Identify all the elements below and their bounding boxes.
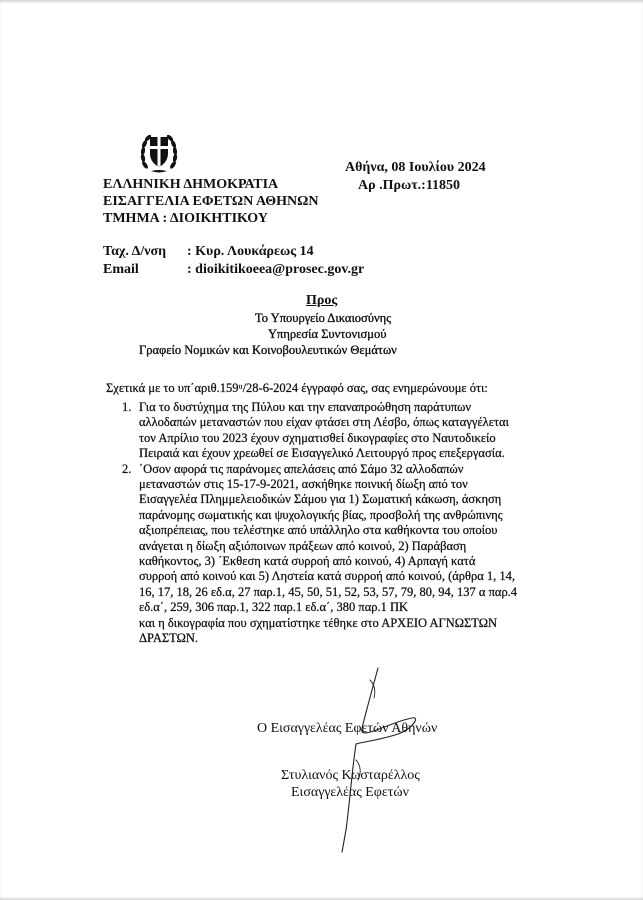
item-line: αξιοπρέπειας, που τελέστηκε από υπάλληλο στα καθήκοντα του οποίου xyxy=(139,523,498,538)
list-item xyxy=(122,462,517,647)
issuer-office: ΕΙΣΑΓΓΕΛΙΑ ΕΦΕΤΩΝ ΑΘΗΝΩΝ xyxy=(103,194,319,209)
item-text xyxy=(139,462,517,647)
recipient-line: Το Υπουργείο Δικαιοσύνης xyxy=(255,311,392,325)
signatory-name: Στυλιανός Κωσταρέλλος xyxy=(281,768,420,783)
recipient-heading: Προς xyxy=(306,293,338,308)
item-line: συρροή από κοινού και 5) Ληστεία κατά συρροή από κοινού, (άρθρα 1, 14, xyxy=(139,569,516,584)
item-line: καθήκοντος, 3) ΄Εκθεση κατά συρροή από κοινού, 4) Αρπαγή κατά xyxy=(139,554,476,569)
item-number: 2. xyxy=(122,461,132,476)
issuer-country: ΕΛΛΗΝΙΚΗ ΔΗΜΟΚΡΑΤΙΑ xyxy=(103,177,279,192)
item-line: Για το δυστύχημα της Πύλου και την επαναπροώθηση παράτυπων xyxy=(139,400,472,414)
item-number: 1. xyxy=(122,400,132,414)
item-line: 16, 17, 18, 26 εδ.α, 27 παρ.1, 45, 50, 51, 52, 53, 57, 79, 80, 94, 137 α παρ.4 xyxy=(139,584,518,599)
item-line: εδ.α΄, 259, 306 παρ.1, 322 παρ.1 εδ.α΄, 380 παρ.1 ΠΚ xyxy=(139,600,409,615)
email-label: Email xyxy=(103,262,139,277)
handwritten-signature xyxy=(330,660,430,860)
item-text xyxy=(139,400,509,462)
intro-sentence: Σχετικά με το υπ΄αριθ.159ᵘ/28-6-2024 έγγραφό σας, σας ενημερώνουμε ότι: xyxy=(106,381,488,395)
coat-of-arms-icon xyxy=(139,131,179,175)
item-line: αλλοδαπών μεταναστών που είχαν φτάσει στη Λέσβο, όπως καταγγέλεται xyxy=(139,415,509,430)
list-item xyxy=(122,400,517,462)
item-line: ανάγεται η δίωξη αξιόποινων πράξεων από κοινού, 2) Παράβαση xyxy=(139,538,467,553)
address-label: Ταχ. Δ/νση xyxy=(103,244,167,259)
item-line: και η δικογραφία που σχηματίστηκε τέθηκε στο ΑΡΧΕΙΟ ΑΓΝΩΣΤΩΝ xyxy=(139,615,498,630)
signatory-title: Ο Εισαγγελέας Εφετών Αθηνών xyxy=(257,721,438,736)
numbered-list xyxy=(122,400,517,647)
item-line: Πειραιά και έχουν χρεωθεί σε Εισαγγελικό Λειτουργό προς επεξεργασία. xyxy=(139,446,505,461)
item-line: ΔΡΑΣΤΩΝ. xyxy=(139,631,199,646)
email-value: : dioikitikoeea@prosec.gov.gr xyxy=(187,262,365,277)
item-line: μεταναστών στις 15-17-9-2021, ασκήθηκε ποινική δίωξη από τον xyxy=(139,477,468,492)
signatory-role: Εισαγγελέας Εφετών xyxy=(291,785,409,800)
letter-date: Αθήνα, 08 Ιουλίου 2024 xyxy=(345,160,486,175)
item-line: τον Απρίλιο του 2023 έχουν σχηματισθεί δικογραφίες στο Ναυτοδικείο xyxy=(139,430,496,445)
protocol-number: Αρ .Πρωτ.:11850 xyxy=(358,178,461,193)
item-line: Εισαγγελέα Πλημμελειοδικών Σάμου για 1) Σωματική κάκωση, άσκηση xyxy=(139,492,502,507)
issuer-block xyxy=(103,176,318,227)
recipient-line: Υπηρεσία Συντονισμού xyxy=(268,327,387,341)
recipient-line: Γραφείο Νομικών και Κοινοβουλευτικών Θεμάτων xyxy=(139,343,397,357)
item-line: παράνομης σωματικής και ψυχολογικής βίας, προσβολή της ανθρώπινης xyxy=(139,507,503,522)
item-line: ΄Οσον αφορά τις παράνομες απελάσεις από Σάμο 32 αλλοδαπών xyxy=(139,461,464,476)
issuer-department: ΤΜΗΜΑ : ΔΙΟΙΚΗΤΙΚΟΥ xyxy=(103,211,268,226)
address-value: : Κυρ. Λουκάρεως 14 xyxy=(187,244,314,259)
